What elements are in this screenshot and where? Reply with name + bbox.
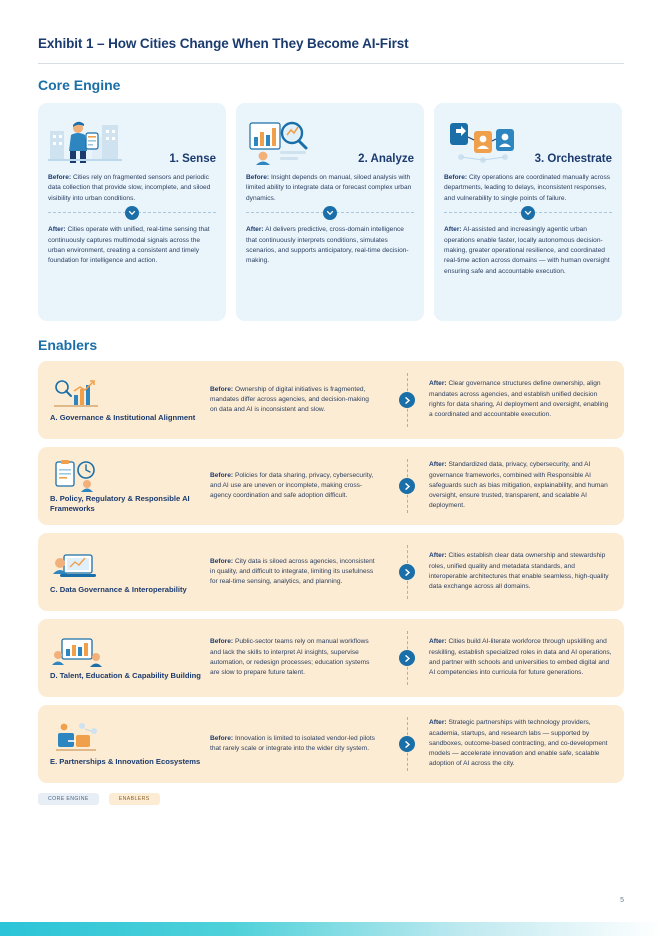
enabler-connector: [385, 705, 429, 783]
core-card-step-label: 1. Sense: [169, 153, 216, 165]
before-label: Before:: [48, 174, 72, 181]
enabler-connector: [385, 361, 429, 439]
enabler-after: [429, 718, 612, 769]
arrow-right-icon: [399, 392, 415, 408]
enabler-left: [50, 721, 210, 767]
core-card-before: [48, 173, 216, 204]
core-card-orchestrate: [434, 103, 622, 321]
enabler-label: B. Policy, Regulatory & Responsible AI Frameworks: [50, 493, 190, 513]
after-label: After:: [429, 552, 447, 560]
after-text: Cities build AI-literate workforce through upskilling and reskilling, establish specialized roles in data and AI operations, and partner with schools and universities to embed digital and AI competencies into curricula for future generations.: [429, 638, 612, 677]
core-card-header: [444, 111, 612, 167]
core-card-header: [48, 111, 216, 167]
partnership-handshake-icon: [50, 721, 104, 755]
core-card-after: [48, 225, 216, 267]
core-card-header: [246, 111, 414, 167]
arrow-right-icon: [399, 564, 415, 580]
enabler-left: [50, 377, 210, 423]
core-card-divider: [48, 212, 216, 213]
after-text: Cities establish clear data ownership and stewardship roles, unified quality and metadata standards, and interoperable architectures that enable seamless, high-quality data exchange across all domains.: [429, 552, 609, 591]
before-text: Innovation is limited to isolated vendor-led pilots that rarely scale or integrate into the wider city system.: [210, 734, 375, 752]
arrow-right-icon: [399, 736, 415, 752]
enabler-after: [429, 460, 612, 511]
before-text: Policies for data sharing, privacy, cybersecurity, and AI use are uneven or incomplete, making cross-agency coordination and safe adoption difficult.: [210, 471, 374, 500]
footer-accent-bar: [0, 922, 662, 936]
after-label: After:: [444, 226, 462, 234]
after-label: After:: [48, 226, 66, 234]
enabler-connector: [385, 533, 429, 611]
enabler-before: [210, 637, 385, 678]
chevron-down-icon: [521, 206, 535, 220]
core-card-analyze: [236, 103, 424, 321]
data-laptop-person-icon: [50, 549, 104, 583]
enablers-heading: Enablers: [38, 337, 98, 353]
enabler-label: A. Governance & Institutional Alignment: [50, 412, 196, 422]
after-text: Cities operate with unified, real-time sensing that continuously captures multimodal signals across the urban environment, creating a consistent and timely foundation for intelligence and action.: [48, 226, 210, 265]
legend-tags: [38, 793, 624, 805]
enabler-left: [50, 549, 210, 595]
before-label: Before:: [246, 174, 270, 181]
page-title: Exhibit 1 – How Cities Change When They Become AI-First: [38, 36, 409, 51]
chevron-down-icon: [323, 206, 337, 220]
after-text: Clear governance structures define ownership, align mandates across agencies, and establish unified decision rights for data sharing, AI deployment and oversight, enabling a coordinated and accountable execution.: [429, 380, 609, 419]
before-text: Insight depends on manual, siloed analysis with limited ability to integrate data or forecast complex urban dynamics.: [246, 174, 412, 202]
after-label: After:: [429, 719, 447, 727]
enabler-label: C. Data Governance & Interoperability: [50, 584, 187, 594]
core-engine-heading: Core Engine: [38, 77, 121, 93]
enabler-before: [210, 734, 385, 755]
core-card-after: [444, 225, 612, 277]
core-card-step-label: 2. Analyze: [358, 153, 414, 165]
tag-enablers: ENABLERS: [109, 793, 160, 805]
arrow-right-icon: [399, 478, 415, 494]
enabler-row-talent: [38, 619, 624, 697]
core-card-before: [444, 173, 612, 204]
core-card-sense: [38, 103, 226, 321]
enabler-after: [429, 637, 612, 678]
enabler-before: [210, 557, 385, 588]
after-label: After:: [429, 638, 447, 646]
after-label: After:: [429, 380, 447, 388]
after-text: Standardized data, privacy, cybersecurity, and AI governance frameworks, combined with Responsible AI safeguards such as bias mitigation, explainability, and human oversight, ensure trusted, transparent, and scalable AI deployment.: [429, 461, 608, 510]
enabler-left: [50, 635, 210, 681]
core-card-before: [246, 173, 414, 204]
enabler-left: [50, 458, 210, 515]
before-label: Before:: [210, 734, 234, 742]
core-card-divider: [444, 212, 612, 213]
before-text: Cities rely on fragmented sensors and periodic data collection that provide slow, incomplete, and siloed visibility into urban conditions.: [48, 174, 211, 202]
before-text: City operations are coordinated manually across departments, leading to delays, inconsistent responses, and vulnerability to single points of failure.: [444, 174, 611, 202]
policy-clipboard-clock-icon: [50, 458, 104, 492]
title-divider: [38, 63, 624, 64]
page-number: 5: [620, 897, 624, 904]
after-label: After:: [246, 226, 264, 234]
before-label: Before:: [444, 174, 468, 181]
enabler-before: [210, 471, 385, 502]
enabler-label: D. Talent, Education & Capability Building: [50, 670, 201, 680]
before-label: Before:: [210, 638, 234, 646]
before-label: Before:: [210, 385, 234, 393]
enabler-before: [210, 385, 385, 416]
network-agents-orchestration-icon: [444, 115, 518, 167]
governance-growth-chart-icon: [50, 377, 104, 411]
core-card-step-label: 3. Orchestrate: [534, 153, 612, 165]
talent-dashboard-people-icon: [50, 635, 104, 669]
enabler-row-data-governance: [38, 533, 624, 611]
enabler-connector: [385, 619, 429, 697]
core-card-after: [246, 225, 414, 267]
tag-core-engine: CORE ENGINE: [38, 793, 99, 805]
enabler-after: [429, 551, 612, 592]
arrow-right-icon: [399, 650, 415, 666]
sensor-worker-city-icon: [48, 115, 122, 167]
enabler-after: [429, 379, 612, 420]
after-label: After:: [429, 461, 447, 469]
enabler-row-policy: [38, 447, 624, 525]
chevron-down-icon: [125, 206, 139, 220]
before-label: Before:: [210, 471, 234, 479]
enabler-row-partnerships: [38, 705, 624, 783]
after-text: AI delivers predictive, cross-domain intelligence that continuously interprets conditions, simulates scenarios, and supports anticipatory, real-time decision-making.: [246, 226, 409, 265]
after-text: AI-assisted and increasingly agentic urban operations enable faster, locally autonomous decision-making, greater operational resilience, and coordinated real-time action across domains — with human oversight ensuring safe and accountable execution.: [444, 226, 610, 275]
enabler-connector: [385, 447, 429, 525]
chart-magnifier-analysis-icon: [246, 115, 320, 167]
before-text: Ownership of digital initiatives is fragmented, mandates differ across agencies, and decision-making on data and AI is inconsistent and slow.: [210, 385, 369, 414]
after-text: Strategic partnerships with technology providers, academia, startups, and research labs — supported by sandboxes, outcome-based contracting, and co-development models — accelerate innovation and enable safe, scalable adoption of AI across the city.: [429, 719, 608, 768]
before-text: Public-sector teams rely on manual workflows and lack the skills to interpret AI insights, supervise automation, or redesign processes; education systems are slow to prepare future talent.: [210, 638, 370, 677]
core-card-divider: [246, 212, 414, 213]
enabler-label: E. Partnerships & Innovation Ecosystems: [50, 756, 201, 766]
core-engine-cards: [38, 103, 624, 321]
before-text: City data is siloed across agencies, inconsistent in quality, and difficult to integrate, limiting its usefulness for real-time sensing, analytics, and planning.: [210, 557, 375, 586]
enabler-row-governance: [38, 361, 624, 439]
before-label: Before:: [210, 557, 234, 565]
